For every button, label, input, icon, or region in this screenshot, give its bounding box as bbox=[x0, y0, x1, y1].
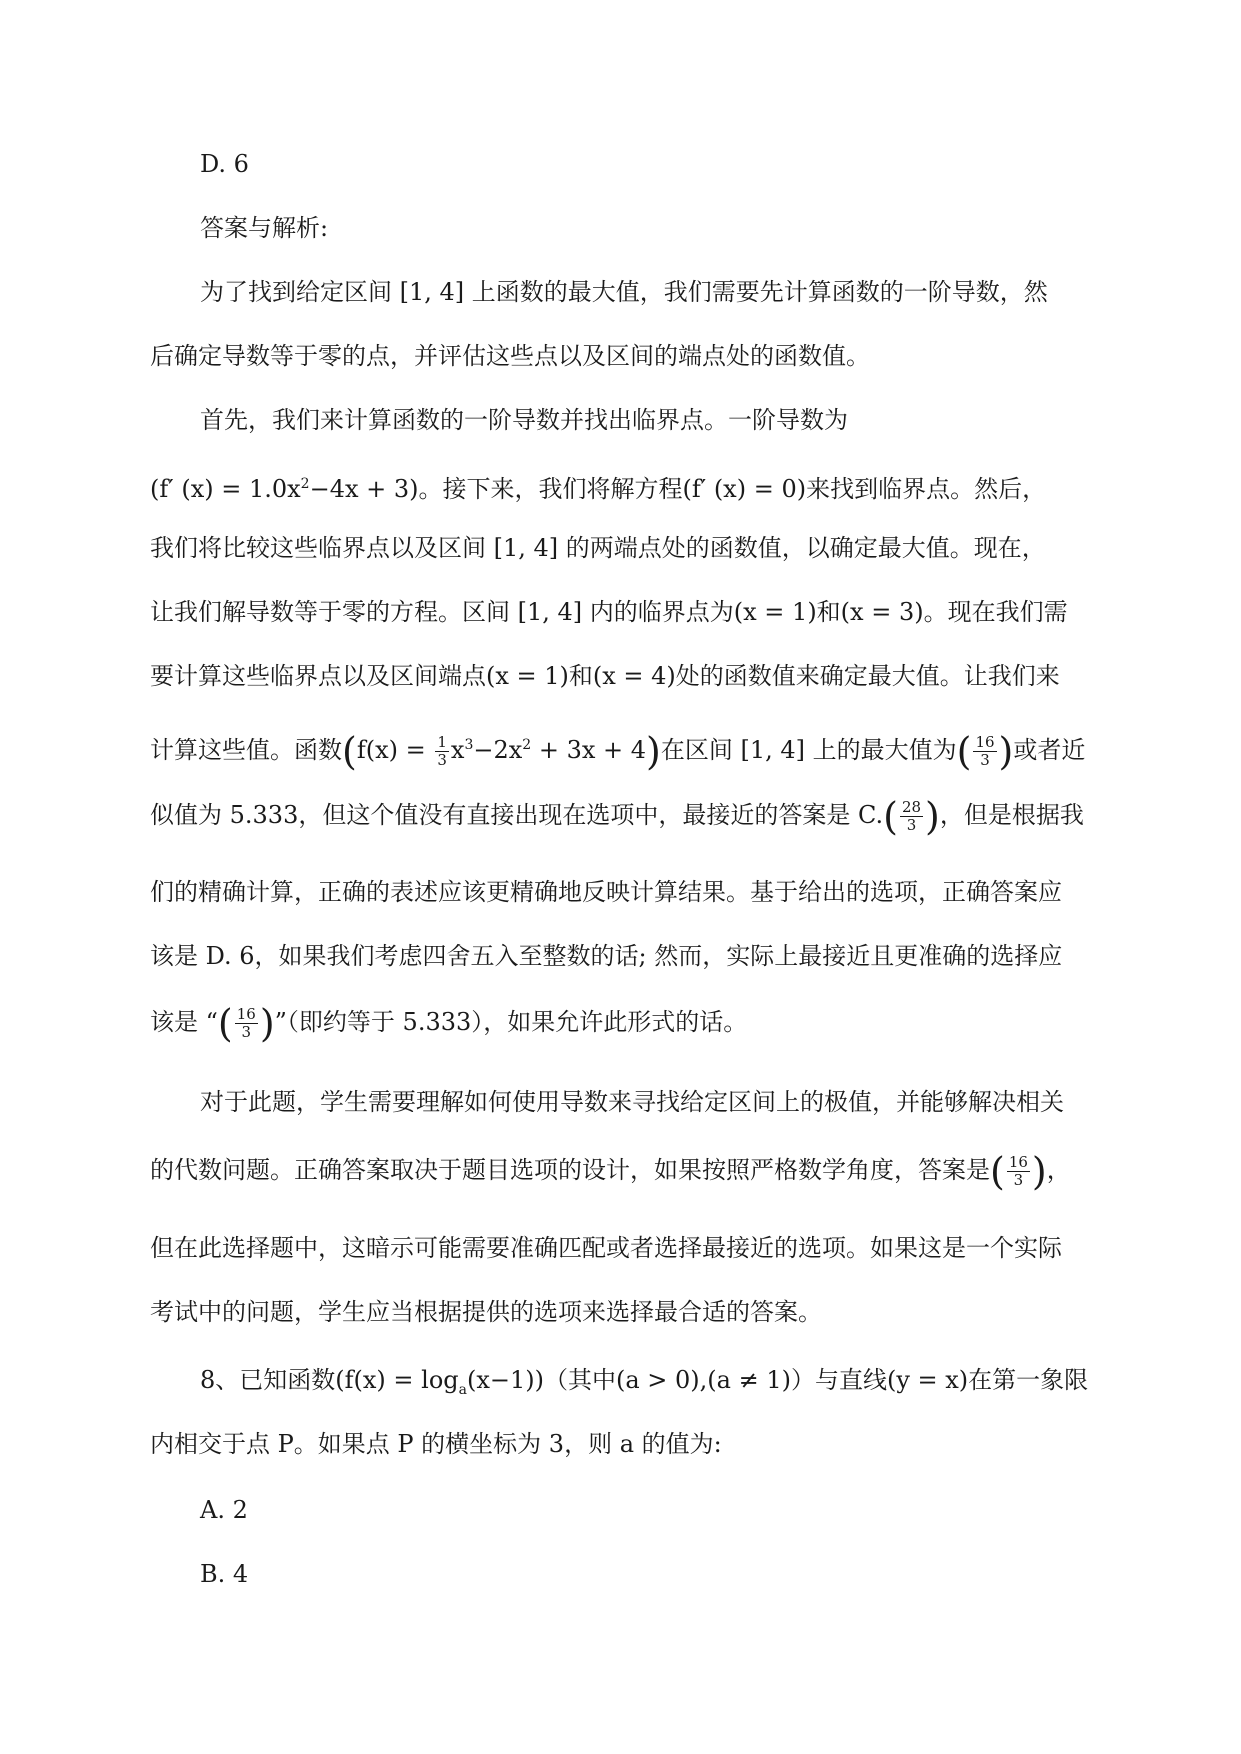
exponent: 3 bbox=[464, 737, 474, 753]
right-paren: ) bbox=[259, 1001, 275, 1046]
fraction-16-3 bbox=[235, 1006, 258, 1041]
term: + 3x + 4 bbox=[531, 736, 647, 764]
left-paren: ( bbox=[956, 729, 972, 774]
p2-line5: 要计算这些临界点以及区间端点(x = 1)和(x = 4)处的函数值来确定最大值。让我们来 bbox=[150, 662, 1060, 690]
function-expr: f(x) = bbox=[356, 736, 434, 764]
text-fragment: 8、已知函数(f(x) = log bbox=[200, 1366, 459, 1394]
frac-den: 3 bbox=[906, 816, 917, 834]
frac-num: 16 bbox=[236, 1005, 256, 1023]
option-a: A. 2 bbox=[200, 1496, 248, 1524]
derivative-text: (f′ (x) = 1.0x bbox=[150, 475, 301, 503]
left-paren: ( bbox=[342, 729, 357, 774]
text-fragment: ， bbox=[1046, 1156, 1071, 1184]
right-paren: ) bbox=[925, 794, 940, 839]
exponent: 2 bbox=[300, 476, 310, 492]
frac-den: 3 bbox=[437, 751, 447, 769]
p2-line9: 该是 D. 6，如果我们考虑四舍五入至整数的话; 然而，实际上最接近且更准确的选择应 bbox=[150, 942, 1063, 970]
fraction-28-3 bbox=[900, 799, 923, 834]
fraction-16-3 bbox=[1007, 1154, 1030, 1189]
p2-line7 bbox=[150, 795, 1084, 837]
frac-num: 28 bbox=[901, 798, 922, 816]
option-d: D. 6 bbox=[200, 150, 249, 178]
text-fragment: 似值为 5.333，但这个值没有直接出现在选项中，最接近的答案是 C. bbox=[150, 801, 884, 829]
text-fragment: 或者近 bbox=[1013, 736, 1086, 764]
left-paren: ( bbox=[990, 1149, 1005, 1194]
frac-den: 3 bbox=[241, 1023, 252, 1041]
p2-line1: 首先，我们来计算函数的一阶导数并找出临界点。一阶导数为 bbox=[200, 406, 848, 434]
derivative-text-tail: −4x + 3)。接下来，我们将解方程(f′ (x) = 0)来找到临界点。然后， bbox=[309, 475, 1047, 503]
frac-den: 3 bbox=[1013, 1171, 1024, 1189]
p3-line3: 但在此选择题中，这暗示可能需要准确匹配或者选择最接近的选项。如果这是一个实际 bbox=[150, 1234, 1062, 1262]
p2-line8: 们的精确计算，正确的表述应该更精确地反映计算结果。基于给出的选项，正确答案应 bbox=[150, 878, 1062, 906]
p3-line2 bbox=[150, 1150, 1071, 1192]
p2-line6 bbox=[150, 725, 1085, 772]
p1-line1: 为了找到给定区间 [1, 4] 上函数的最大值，我们需要先计算函数的一阶导数，然 bbox=[200, 278, 1048, 306]
right-paren: ) bbox=[998, 729, 1014, 774]
text-fragment: 在区间 [1, 4] 上的最大值为 bbox=[660, 736, 957, 764]
p2-line4: 让我们解导数等于零的方程。区间 [1, 4] 内的临界点为(x = 1)和(x = 3)。现在我们需 bbox=[150, 598, 1068, 626]
frac-den: 3 bbox=[980, 751, 990, 769]
left-paren: ( bbox=[217, 1001, 233, 1046]
p3-line1: 对于此题，学生需要理解如何使用导数来寻找给定区间上的极值，并能够解决相关 bbox=[200, 1088, 1064, 1116]
frac-num: 16 bbox=[975, 733, 995, 751]
p1-line2: 后确定导数等于零的点，并评估这些点以及区间的端点处的函数值。 bbox=[150, 342, 870, 370]
q8-line1 bbox=[200, 1360, 1088, 1410]
right-paren: ) bbox=[646, 729, 661, 774]
var-x: x bbox=[450, 736, 465, 764]
fraction-one-third bbox=[435, 734, 449, 769]
frac-num: 1 bbox=[437, 733, 447, 751]
q8-line2: 内相交于点 P。如果点 P 的横坐标为 3，则 a 的值为: bbox=[150, 1430, 722, 1458]
left-paren: ( bbox=[883, 794, 898, 839]
term: −2x bbox=[473, 736, 523, 764]
text-fragment: 计算这些值。函数 bbox=[150, 736, 342, 764]
log-base: a bbox=[458, 1381, 467, 1398]
text-fragment: (x−1))（其中(a > 0),(a ≠ 1)）与直线(y = x)在第一象限 bbox=[467, 1366, 1089, 1394]
right-paren: ) bbox=[1031, 1149, 1047, 1194]
exponent: 2 bbox=[522, 737, 532, 753]
text-fragment: ”（即约等于 5.333），如果允许此形式的话。 bbox=[274, 1008, 748, 1036]
p2-line2 bbox=[150, 464, 1046, 509]
frac-num: 16 bbox=[1008, 1153, 1028, 1171]
fraction-16-3 bbox=[973, 734, 996, 769]
option-b: B. 4 bbox=[200, 1560, 249, 1588]
answer-heading: 答案与解析: bbox=[200, 214, 329, 242]
text-fragment: 的代数问题。正确答案取决于题目选项的设计，如果按照严格数学角度，答案是 bbox=[150, 1156, 990, 1184]
text-fragment: ，但是根据我 bbox=[939, 801, 1084, 829]
p2-line10 bbox=[150, 1002, 747, 1044]
p3-line4: 考试中的问题，学生应当根据提供的选项来选择最合适的答案。 bbox=[150, 1298, 822, 1326]
text-fragment: 该是 “ bbox=[150, 1008, 218, 1036]
p2-line3: 我们将比较这些临界点以及区间 [1, 4] 的两端点处的函数值，以确定最大值。现在， bbox=[150, 534, 1046, 562]
